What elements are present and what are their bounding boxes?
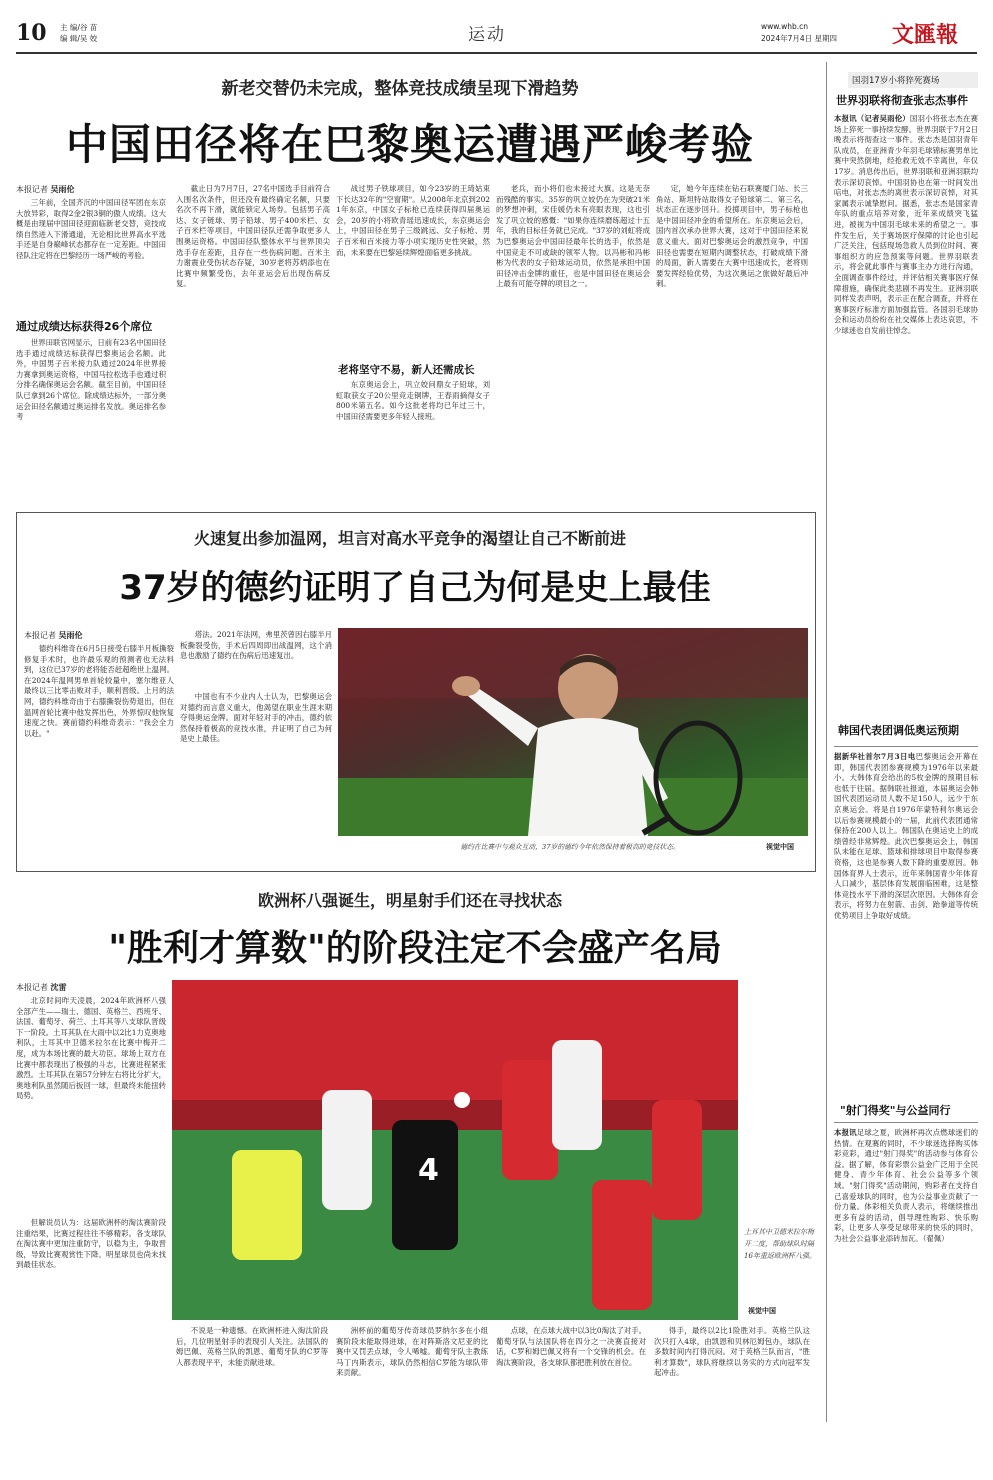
story3-column-1b: 但解说员认为：这届欧洲杯的淘汰赛阶段注重结果，比赛过程往往不够精彩。各支球队在淘汰赛中更加注重防守，以稳为主，争取晋级，导致比赛观赏性下降。明星球员也尚未找到最佳状态。 (16, 1218, 166, 1270)
sidebar2-text (834, 752, 978, 1080)
sidebar1-byline: 本报讯（记者吴雨伦） (834, 114, 910, 123)
masthead (16, 16, 977, 52)
story1-column-4: 老兵，而小将们也未接过大旗。这是无奈而残酷的事实。35岁的巩立姣仍在为突破21米的梦想冲刺，宋佳媛仍未有亮眼表现，这也引发了巩立姣的感慨："如果你连续磨练超过十五年，我的目标任务就已完成。"37岁的刘虹将成为巴黎奥运会中国田径最年长的选手，依然是中国竞走不可或缺的领军人物。以冯彬和冯彬彬为代表的女子铅球运动员，依然是承担中国田径冲击金牌的重任，也是中国田径在奥运会上最有可能夺牌的项目之一。 (496, 184, 650, 289)
story3-subtitle: 欧洲杯八强诞生，明星射手们还在寻找状态 (257, 891, 562, 910)
sidebar1-title: 世界羽联将彻查张志杰事件 (836, 94, 968, 107)
story3-bottom-col-2: 洲杯前的葡萄牙传奇球员罗纳尔多在小组赛阶段未能取得进球，在对阵斯洛文尼亚的比赛中又罚丢点球，令人唏嘘。葡萄牙队主教练马丁内斯表示，球队仍然相信C罗能为球队带来贡献。 (336, 1326, 488, 1378)
story2-column-2b: 中国也有不少业内人士认为，巴黎奥运会对德约而言意义重大，他渴望在职业生涯末期夺得奥运金牌。面对年轻对手的冲击，德约依然保持着极高的竞技水准，并证明了自己为何是史上最佳。 (180, 692, 332, 744)
story1-column-1b: 世界田联官网显示，日前有23名中国田径选手通过成绩达标获得巴黎奥运会名额。此外，中国男子百米接力队通过2024年世界接力赛拿到奥运资格，中国马拉松选手也通过积分排名确保奥运会名额。截至目前，中国田径队已拿到26个席位。除成绩达标外，一部分奥运会田径名额通过奥运排名发放。奥运排名参考 (16, 338, 166, 422)
byline-label: 本报记者 (16, 983, 48, 992)
byline-label: 本报记者 (24, 631, 56, 640)
story2-title: 37岁的德约证明了自己为何是史上最佳 (119, 568, 711, 608)
date-line: 2024年7月4日 星期四 (761, 34, 838, 43)
story3-photo-credit: 视觉中国 (748, 1307, 776, 1315)
story3-photo-caption: 土耳其中卫德米拉尔梅开二度，帮助球队时隔16年重返欧洲杯八强。 (744, 1228, 816, 1260)
editor-line-1: 主 编/谷 苗 (60, 23, 98, 32)
story1-column-2: 截止日为7月7日，27名中国选手目前符合入围名次条件，但还没有最终确定名额，只要名次不再下滑，就能锁定入场券。包括男子高达、女子链球、男子铅球、男子400米栏、女子百米栏等项目，中国田径队还需争取更多人围奥运资格。中国田径队整体水平与世界顶尖选手存在差距，且存在一些伤病问题。百米主力谢震业受伤状态存疑，30岁老将苏炳添也在比赛中频繁受伤，去年亚运会后出现伤病反复。 (176, 184, 330, 289)
svg-text:4: 4 (418, 1153, 439, 1188)
story1-column-3: 战过男子铁球项目，如今23岁的王琦姑束下长达32年的"空窗期"。从2008年北京到2021年东京，中国女子标枪已连续获得四届奥运会，20岁的小将欧青瑶迅速成长，东京奥运会上，中国田径在男子三级跳远、女子标枪、男子百米和百米接力等小项实现历史性突破，然而，未来要在巴黎延续辉煌面临更多挑战。 (336, 184, 490, 257)
masthead-rule (16, 52, 977, 54)
story2-photo-credit: 视觉中国 (766, 843, 794, 851)
story1-title: 中国田径将在巴黎奥运遭遇严峻考验 (65, 120, 754, 169)
sidebar3-body: 足球之夏，欧洲杯再次点燃球迷们的热情。在观赛的同时，不少球迷选择购买体彩竞彩，通过"射门得奖"的活动参与体育公益。据了解，体育彩票公益金广泛用于全民健身、青少年体育、社会公益等多个领域。"射门得奖"活动期间，购彩者在支持自己喜爱球队的同时，也为公益事业贡献了一份力量。体彩相关负责人表示，将继续推出更多有益的活动，倡导理性购彩、快乐购彩，让更多人享受足球带来的快乐的同时，为社会公益事业添砖加瓦。（翟佩） (834, 1128, 978, 1243)
story2-column-1: 德约科维奇在6月5日接受右膝半月板撕裂修复手术时，也许最乐观的预测者也无法料到，这位已37岁的老将能否赶超绝世上温网。在2024年温网男单首轮较量中，塞尔维亚人最终以三比零击败对手，顺利晋级。上月的法网，德约科维奇由于右膝撕裂伤势退出，但在温网首轮比赛中他发挥出色，外界惊叹他恢复速度之快。赛前德约科维奇表示："我会全力以赴。" (24, 644, 174, 738)
paper-logo: 文匯報 (892, 22, 959, 48)
story2-subtitle: 火速复出参加温网，坦言对高水平竞争的渴望让自己不断前进 (193, 529, 626, 548)
byline-label: 本报记者 (16, 185, 48, 194)
sidebar3-text (834, 1128, 978, 1464)
sidebar-divider (826, 62, 827, 1422)
sidebar2-byline: 据新华社首尔7月3日电 (834, 752, 916, 761)
byline-name: 吴雨伦 (50, 185, 75, 194)
sidebar2-rule (834, 746, 978, 747)
sidebar3-byline: 本报讯 (834, 1128, 857, 1137)
sidebar2-title: 韩国代表团调低奥运预期 (838, 724, 959, 737)
page-number: 10 (16, 20, 47, 46)
story1-subtitle: 新老交替仍未完成，整体竞技成绩呈现下滑趋势 (221, 79, 579, 99)
djokovic-photo (338, 628, 808, 836)
story1-column-1a: 三年前，全国齐沉的中国田径军团在东京大放异彩，取得2金2银3铜的傲人成绩。这大概是由现届中国田径迎面临新老交替，竞技成绩自然进入下滑通道，无论相比世界高水平选手还是自身巅峰状态都存在一定差距。中国田径队注定将在巴黎经历一场严峻的考验。 (16, 198, 166, 260)
editor-line-2: 编 辑/吴 姣 (60, 34, 98, 43)
photo-art (338, 628, 808, 836)
sidebar3-rule (834, 1122, 978, 1123)
sidebar2-body: 巴黎奥运会开幕在即，韩国代表团参赛规模为1976年以来最小。大韩体育会给出的5枚金牌的预期目标也低于往届。据韩联社报道，本届奥运会韩国代表团运动员人数不足150人，远少于东京奥运会。将是自1976年蒙特利尔奥运会以后参赛规模最小的一届，此前代表团通常保持在200人以上。韩国队在奥运史上的成绩曾经非常辉煌。此次巴黎奥运会上，韩国队未能在足球、篮球和排球项目中取得参赛资格，这也是参赛人数下降的重要原因。韩国体育界人士表示，近年来韩国青少年体育人口减少，基层体育发展面临困难，这是整体竞技水平下滑的深层次原因。大韩体育会表示，将努力在射箭、击剑、跆拳道等传统优势项目上争取好成绩。 (834, 752, 978, 920)
football-photo-art (172, 980, 738, 1320)
story1-column-3b: 东京奥运会上，巩立姣问鼎女子铅球，刘虹取获女子20公里竞走铜牌，王春雨摘得女子800米第五名。如今这批老将均已年过三十，中国田径需要更多年轻人接班。 (336, 380, 490, 421)
sidebar1-text (834, 114, 978, 706)
story1-column-5: 定，她今年连续在钻石联赛厦门站、长三角站、斯坦特站取得女子铅球第二、第三名，状态正在逐步回升。投掷项目中，男子标枪也是中国田径冲金的希望所在。东京奥运会后，国内首次承办世界大赛，这对于中国田径来说意义重大。面对巴黎奥运会的激烈竞争，中国田径也需要在短期内调整状态，打破成绩下滑的局面，新人需要在大赛中迅速成长，老将则要发挥经验优势，为这次奥运之旅做好最后冲刺。 (656, 184, 808, 289)
story3-bottom-col-1: 不说是一种遗憾。在欧洲杯进入淘汰阶段后，几位明星射手的表现引人关注。法国队的姆巴佩、英格兰队的凯恩、葡萄牙队的C罗等人都表现平平，未能贡献进球。 (176, 1326, 328, 1367)
story3-title: "胜利才算数"的阶段注定不会盛产名局 (108, 928, 722, 969)
sidebar1-body: 国羽小将张志杰在赛场上猝死一事持续发酵。世界羽联于7月2日晚表示将彻查这一事件。张志杰是国羽青年队成员，在亚洲青少年羽毛球锦标赛男单比赛中突然倒地，经抢救无效不幸离世，年仅17岁。消息传出后，世界羽联和亚洲羽联均表示深切哀悼。中国羽协也在第一时间发出唁电，对张志杰的离世表示深切哀悼，对其家属表示诚挚慰问。据悉，张志杰是国家青年队的重点培养对象，近年来成绩突飞猛进，被视为中国羽毛球未来的希望之一。事件发生后，关于赛场医疗保障的讨论也引起广泛关注，包括现场急救人员到位时间、赛事组织方的应急预案等问题。世界羽联表示，将会就此事件与赛事主办方进行沟通，全面调查事件经过，并评估相关赛事医疗保障措施，确保此类悲剧不再发生。亚洲羽联同样发表声明，表示正在配合调查，并将在赛事医疗标准方面加强监管。各国羽毛球协会和运动员纷纷在社交媒体上表达哀思，不少球迷也自发前往悼念。 (834, 114, 978, 335)
story3-bottom-col-3: 点球，在点球大战中以3比0淘汰了对手。葡萄牙队与法国队将在四分之一决赛直接对话，C罗和姆巴佩又将有一个交锋的机会。在淘汰赛阶段，各支球队都把胜利放在首位。 (496, 1326, 646, 1367)
website: www.whb.cn (761, 22, 809, 31)
story3-column-1a: 北京时间昨天凌晨，2024年欧洲杯八强全部产生——瑞士、德国、英格兰、西班牙、法国、葡萄牙、荷兰、土耳其等八支球队晋级下一阶段。土耳其队在大雨中以2比1力克奥地利队，土耳其中卫德米拉尔在比赛中梅开二度，成为本场比赛的最大功臣。球场上双方在比赛中都表现出了极强的斗志，比赛进程紧张激烈。土耳其队在第57分钟左右将比分扩大，奥地利队虽然随后扳回一球，但最终未能扭转局势。 (16, 996, 166, 1101)
story2-byline (24, 630, 144, 641)
story3-bottom-col-4: 得手，最终以2比1险胜对手。英格兰队这次只打入4球，由凯恩和贝林厄姆包办，球队在多数时间内打得沉闷。对于英格兰队而言，"胜利才算数"，球队将继续以务实的方式向冠军发起冲击。 (654, 1326, 810, 1378)
section-name: 运动 (468, 25, 506, 45)
sidebar1-kicker: 国羽17岁小将猝死赛场 (848, 72, 978, 88)
byline-name: 沈雷 (50, 983, 67, 992)
story3-byline (16, 982, 136, 993)
byline-name: 吴雨伦 (58, 631, 83, 640)
story1-subhead-2: 老将坚守不易，新人还需成长 (338, 364, 475, 376)
story2-photo-caption: 德约在比赛中与观众互动，37岁的德约今年依然保持着极高的竞技状态。 (460, 843, 680, 851)
story2-column-2a: 塔法。2021年法网，弗里茨曾因右膝半月板撕裂受伤，手术后四周即出战温网，这个消息也激励了德约在伤病后迅速复出。 (180, 630, 332, 661)
football-photo (172, 980, 738, 1320)
story1-byline (16, 184, 136, 195)
sidebar3-title: "射门得奖"与公益同行 (840, 1104, 951, 1117)
story1-subhead-1: 通过成绩达标获得26个席位 (16, 320, 153, 333)
